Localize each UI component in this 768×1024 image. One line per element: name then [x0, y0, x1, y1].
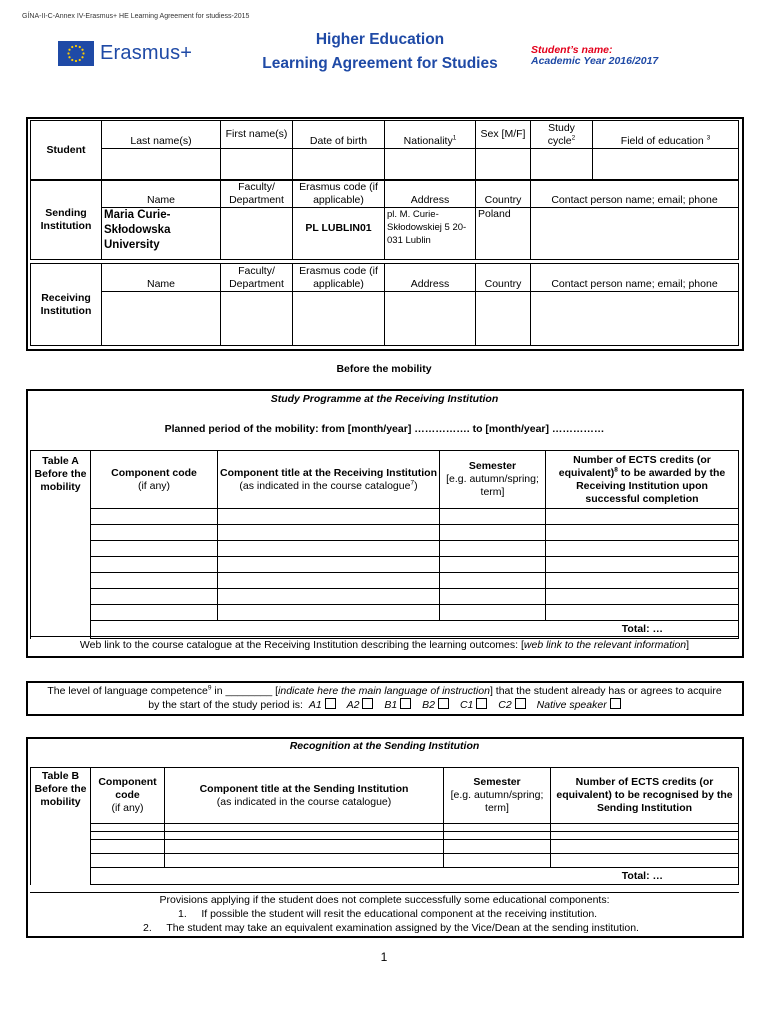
sending-country-value[interactable]: Poland — [476, 208, 531, 260]
sending-faculty-value[interactable] — [221, 208, 293, 260]
col-name: Name — [102, 180, 221, 208]
table-row — [31, 589, 739, 605]
provisions-block — [30, 892, 739, 935]
col-field-of-education: Field of education $^3$ — [593, 121, 739, 149]
level-c1-label: C1 — [459, 699, 474, 711]
level-b1-label: B1 — [384, 699, 398, 711]
table-row — [31, 573, 739, 589]
document-reference: GÍNA-II-C-Annex IV-Erasmus+ HE Learning Agreement for studiess-2015 — [22, 13, 250, 20]
sending-contact-value[interactable] — [531, 208, 739, 260]
col-name: Name — [102, 264, 221, 292]
title-line-1: Higher Education — [315, 31, 445, 48]
table-row — [31, 509, 739, 525]
col-component-title: Component title at the Sending Institution (as indicated in the course catalogue) — [165, 768, 444, 824]
student-row-label: Student — [31, 121, 102, 181]
table-row — [31, 525, 739, 541]
weblink-row: Web link to the course catalogue at the Receiving Institution describing the learning outcomes: [web link to the relevant information] — [30, 636, 739, 654]
student-table — [30, 120, 739, 181]
col-contact-person: Contact person name; email; phone — [531, 264, 739, 292]
level-c1-checkbox[interactable] — [476, 698, 487, 709]
receiving-erasmus-code-value[interactable] — [293, 292, 385, 346]
col-first-name: First name(s) — [221, 121, 293, 149]
col-ects-credits: Number of ECTS credits (or equivalent)$^8$ to be awarded by the Receiving Institution upon successful completion — [546, 451, 739, 509]
table-row — [31, 541, 739, 557]
receiving-contact-value[interactable] — [531, 292, 739, 346]
level-native-checkbox[interactable] — [610, 698, 621, 709]
table-a-total: Total: … — [91, 621, 739, 639]
sending-name-value[interactable]: Maria Curie-Skłodowska University — [102, 208, 221, 260]
sex-cell[interactable] — [476, 149, 531, 181]
table-a-heading: Study Programme at the Receiving Institution — [270, 393, 499, 405]
table-a — [30, 450, 739, 639]
eu-flag-icon — [58, 41, 94, 66]
title-line-2: Learning Agreement for Studies — [262, 55, 498, 72]
sending-address-value[interactable]: pl. M. Curie-Skłodowskiej 5 20-031 Lublin — [385, 208, 476, 260]
provision-2: 2. The student may take an equivalent examination assigned by the Vice/Dean at the sending institution. — [143, 922, 639, 934]
document-title — [250, 28, 510, 76]
first-name-cell[interactable] — [221, 149, 293, 181]
col-component-code: Component code (if any) — [91, 451, 218, 509]
date-of-birth-cell[interactable] — [293, 149, 385, 181]
col-semester: Semester [e.g. autumn/spring; term] — [444, 768, 551, 824]
before-mobility-heading: Before the mobility — [336, 363, 432, 375]
table-b-total: Total: … — [91, 868, 739, 885]
col-address: Address — [385, 264, 476, 292]
language-competence: The level of language competence$^9$ in ________ [indicate here the main language of instruction] that the student already has or agrees to acquire by the start of the study period is: A1 A2 B1 B2 C1 C2 Native speaker — [47, 684, 722, 711]
sending-institution-table — [30, 179, 739, 260]
level-c2-label: C2 — [498, 699, 512, 711]
level-b2-checkbox[interactable] — [438, 698, 449, 709]
level-a1-label: A1 — [308, 699, 322, 711]
col-faculty: Faculty/ Department — [221, 264, 293, 292]
col-faculty: Faculty/ Department — [221, 180, 293, 208]
erasmus-logo — [58, 41, 192, 66]
col-country: Country — [476, 180, 531, 208]
col-contact-person: Contact person name; email; phone — [531, 180, 739, 208]
col-date-of-birth: Date of birth — [293, 121, 385, 149]
col-study-cycle: Study cycle$^2$ — [531, 121, 593, 149]
level-b1-checkbox[interactable] — [400, 698, 411, 709]
student-name-label: Student’s name: — [531, 44, 613, 56]
col-component-code: Component code (if any) — [91, 768, 165, 824]
col-semester: Semester [e.g. autumn/spring; term] — [440, 451, 546, 509]
table-b-side-label: Table B Before the mobility — [31, 768, 91, 885]
table-row — [31, 557, 739, 573]
table-row — [31, 605, 739, 621]
table-b — [30, 767, 739, 885]
col-last-name: Last name(s) — [102, 121, 221, 149]
planned-period: Planned period of the mobility: from [month/year] ……………. to [month/year] …………… — [164, 423, 605, 435]
sending-row-label: Sending Institution — [31, 180, 102, 260]
col-component-title: Component title at the Receiving Institution (as indicated in the course catalogue$^7$) — [218, 451, 440, 509]
receiving-institution-table — [30, 263, 739, 346]
col-erasmus-code: Erasmus code (if applicable) — [293, 180, 385, 208]
page-number: 1 — [380, 950, 388, 964]
weblink-placeholder[interactable]: web link to the relevant information — [523, 639, 687, 651]
table-row — [31, 832, 739, 840]
study-cycle-cell[interactable] — [531, 149, 593, 181]
table-b-heading: Recognition at the Sending Institution — [289, 740, 480, 752]
sending-erasmus-code-value[interactable]: PL LUBLIN01 — [293, 208, 385, 260]
receiving-country-value[interactable] — [476, 292, 531, 346]
level-b2-label: B2 — [422, 699, 436, 711]
nationality-cell[interactable] — [385, 149, 476, 181]
receiving-faculty-value[interactable] — [221, 292, 293, 346]
provisions-intro: Provisions applying if the student does not complete successfully some educational components: — [159, 894, 610, 906]
receiving-row-label: Receiving Institution — [31, 264, 102, 346]
table-row — [31, 824, 739, 832]
provision-1: 1. If possible the student will resit the educational component at the receiving institution. — [178, 908, 598, 920]
receiving-address-value[interactable] — [385, 292, 476, 346]
table-row — [31, 854, 739, 868]
receiving-name-value[interactable] — [102, 292, 221, 346]
level-native-label: Native speaker — [536, 699, 607, 711]
table-a-side-label: Table A Before the mobility — [31, 451, 91, 639]
logo-text: Erasmus+ — [100, 42, 193, 64]
col-erasmus-code: Erasmus code (if applicable) — [293, 264, 385, 292]
table-row — [31, 840, 739, 854]
academic-year: Academic Year 2016/2017 — [531, 55, 659, 67]
last-name-cell[interactable] — [102, 149, 221, 181]
level-a1-checkbox[interactable] — [325, 698, 336, 709]
col-nationality: Nationality$^1$ — [385, 121, 476, 149]
col-country: Country — [476, 264, 531, 292]
level-c2-checkbox[interactable] — [515, 698, 526, 709]
field-of-education-cell[interactable] — [593, 149, 739, 181]
col-ects-credits: Number of ECTS credits (or equivalent) to be recognised by the Sending Institution — [551, 768, 739, 824]
level-a2-checkbox[interactable] — [362, 698, 373, 709]
level-a2-label: A2 — [346, 699, 360, 711]
col-address: Address — [385, 180, 476, 208]
col-sex: Sex [M/F] — [476, 121, 531, 149]
